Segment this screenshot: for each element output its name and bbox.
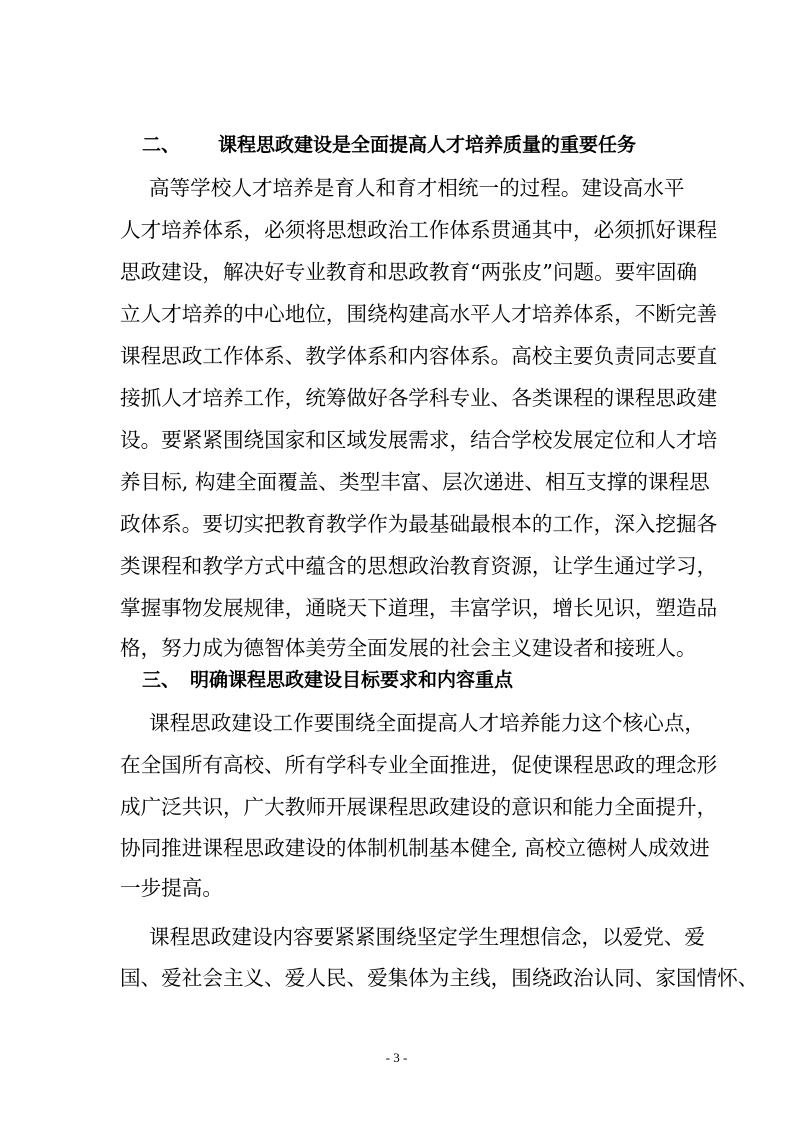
paragraph-line: 思政建设，解决好专业教育和思政教育“两张皮”问题。要牢固确 [120,260,698,284]
paragraph-line: 一步提高。 [120,876,223,900]
paragraph-line: 养目标, 构建全面覆盖、类型丰富、层次递进、相互支撑的课程思 [120,470,710,494]
section-2-title: 课程思政建设是全面提高人才培养质量的重要任务 [218,134,637,156]
section-3-heading [142,669,513,691]
paragraph-line: 在全国所有高校、所有学科专业全面推进，促使课程思政的理念形 [120,753,718,777]
section-2-number: 二、 [142,134,181,156]
paragraph-line: 接抓人才培养工作，统筹做好各学科专业、各类课程的课程思政建 [120,386,718,410]
paragraph-line: 掌握事物发展规律，通晓天下道理，丰富学识，增长见识，塑造品 [120,596,718,620]
paragraph-line: 成广泛共识，广大教师开展课程思政建设的意识和能力全面提升， [120,795,718,819]
paragraph-line: 设。要紧紧围绕国家和区域发展需求，结合学校发展定位和人才培 [120,428,718,452]
paragraph-line: 国、爱社会主义、爱人民、爱集体为主线，围绕政治认同、家国情怀、 [120,966,759,990]
page-number: - 3 - [385,1050,408,1065]
paragraph-line: 高等学校人才培养是育人和育才相统一的过程。建设高水平 [149,176,685,200]
paragraph-line: 人才培养体系，必须将思想政治工作体系贯通其中，必须抓好课程 [120,218,718,242]
paragraph-line: 类课程和教学方式中蕴含的思想政治教育资源，让学生通过学习， [120,554,718,578]
paragraph-line: 立人才培养的中心地位，围绕构建高水平人才培养体系，不断完善 [120,302,718,326]
paragraph-line: 课程思政建设内容要紧紧围绕坚定学生理想信念，以爱党、爱 [149,925,706,949]
paragraph-line: 政体系。要切实把教育教学作为最基础最根本的工作，深入挖掘各 [120,512,718,536]
paragraph-line: 课程思政建设工作要围绕全面提高人才培养能力这个核心点， [149,711,706,735]
paragraph-line: 课程思政工作体系、教学体系和内容体系。高校主要负责同志要直 [120,344,718,368]
paragraph-line: 格，努力成为德智体美劳全面发展的社会主义建设者和接班人。 [120,636,697,660]
section-2-heading [142,134,636,156]
paragraph-line: 协同推进课程思政建设的体制机制基本健全, 高校立德树人成效进 [120,836,710,860]
section-3-title: 明确课程思政建设目标要求和内容重点 [190,669,514,691]
section-3-number: 三、 [142,669,181,691]
